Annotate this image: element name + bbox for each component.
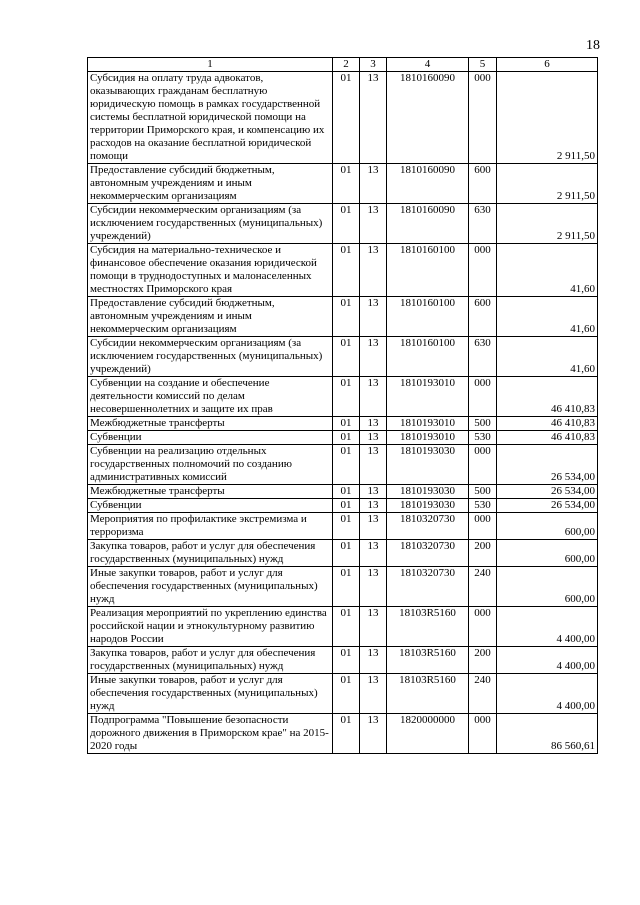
subsection-code-cell: 13 [360, 164, 387, 204]
item-name-cell: Субсидия на оплату труда адвокатов, оказывающих гражданам бесплатную юридическую помощь в рамках государственной системы бесплатной юридической помощи на территории Приморского края, и компенсацию их расходов на оказание бесплатной юридической помощи [88, 72, 333, 164]
expense-type-cell: 500 [469, 417, 497, 431]
section-code-cell: 01 [333, 647, 360, 674]
target-article-cell: 1810160090 [387, 164, 469, 204]
header-row [88, 58, 598, 72]
table-row [88, 297, 598, 337]
subsection-code-cell: 13 [360, 647, 387, 674]
amount-cell: 2 911,50 [497, 204, 598, 244]
item-name-cell: Субсидии некоммерческим организациям (за исключением государственных (муниципальных) учреждений) [88, 337, 333, 377]
target-article-cell: 1810193010 [387, 377, 469, 417]
target-article-cell: 1810193030 [387, 445, 469, 485]
section-code-cell: 01 [333, 513, 360, 540]
target-article-cell: 1810320730 [387, 567, 469, 607]
header-col-2: 2 [333, 58, 360, 72]
table-row [88, 647, 598, 674]
section-code-cell: 01 [333, 485, 360, 499]
table-row [88, 337, 598, 377]
section-code-cell: 01 [333, 445, 360, 485]
table-body [88, 72, 598, 754]
subsection-code-cell: 13 [360, 377, 387, 417]
target-article-cell: 18103R5160 [387, 607, 469, 647]
target-article-cell: 1810160090 [387, 204, 469, 244]
expense-type-cell: 530 [469, 431, 497, 445]
item-name-cell: Закупка товаров, работ и услуг для обеспечения государственных (муниципальных) нужд [88, 540, 333, 567]
section-code-cell: 01 [333, 540, 360, 567]
subsection-code-cell: 13 [360, 674, 387, 714]
expense-type-cell: 500 [469, 485, 497, 499]
item-name-cell: Субвенции на реализацию отдельных государственных полномочий по созданию административных комиссий [88, 445, 333, 485]
table-row [88, 72, 598, 164]
subsection-code-cell: 13 [360, 714, 387, 754]
expense-type-cell: 000 [469, 513, 497, 540]
section-code-cell: 01 [333, 164, 360, 204]
subsection-code-cell: 13 [360, 204, 387, 244]
target-article-cell: 1810160100 [387, 337, 469, 377]
table-row [88, 540, 598, 567]
item-name-cell: Закупка товаров, работ и услуг для обеспечения государственных (муниципальных) нужд [88, 647, 333, 674]
item-name-cell: Иные закупки товаров, работ и услуг для обеспечения государственных (муниципальных) нужд [88, 567, 333, 607]
table-row [88, 431, 598, 445]
target-article-cell: 18103R5160 [387, 647, 469, 674]
amount-cell: 86 560,61 [497, 714, 598, 754]
amount-cell: 4 400,00 [497, 647, 598, 674]
amount-cell: 2 911,50 [497, 72, 598, 164]
expense-type-cell: 000 [469, 244, 497, 297]
target-article-cell: 1810160100 [387, 244, 469, 297]
section-code-cell: 01 [333, 72, 360, 164]
amount-cell: 41,60 [497, 297, 598, 337]
subsection-code-cell: 13 [360, 244, 387, 297]
expense-type-cell: 530 [469, 499, 497, 513]
amount-cell: 46 410,83 [497, 377, 598, 417]
header-col-4: 4 [387, 58, 469, 72]
section-code-cell: 01 [333, 714, 360, 754]
amount-cell: 26 534,00 [497, 485, 598, 499]
section-code-cell: 01 [333, 607, 360, 647]
header-col-1: 1 [88, 58, 333, 72]
table-row [88, 567, 598, 607]
subsection-code-cell: 13 [360, 540, 387, 567]
target-article-cell: 1810193010 [387, 417, 469, 431]
subsection-code-cell: 13 [360, 337, 387, 377]
amount-cell: 41,60 [497, 244, 598, 297]
amount-cell: 46 410,83 [497, 431, 598, 445]
table-row [88, 377, 598, 417]
item-name-cell: Реализация мероприятий по укреплению единства российской нации и этнокультурному развитию народов России [88, 607, 333, 647]
subsection-code-cell: 13 [360, 513, 387, 540]
target-article-cell: 1810193030 [387, 499, 469, 513]
subsection-code-cell: 13 [360, 567, 387, 607]
expense-type-cell: 200 [469, 540, 497, 567]
table-row [88, 244, 598, 297]
page-number: 18 [586, 38, 600, 53]
budget-table [87, 57, 598, 754]
section-code-cell: 01 [333, 337, 360, 377]
table-row [88, 714, 598, 754]
amount-cell: 4 400,00 [497, 607, 598, 647]
expense-type-cell: 630 [469, 204, 497, 244]
subsection-code-cell: 13 [360, 431, 387, 445]
header-col-3: 3 [360, 58, 387, 72]
expense-type-cell: 200 [469, 647, 497, 674]
amount-cell: 46 410,83 [497, 417, 598, 431]
expense-type-cell: 000 [469, 607, 497, 647]
header-col-5: 5 [469, 58, 497, 72]
subsection-code-cell: 13 [360, 297, 387, 337]
expense-type-cell: 630 [469, 337, 497, 377]
item-name-cell: Субвенции на создание и обеспечение деятельности комиссий по делам несовершеннолетних и защите их прав [88, 377, 333, 417]
item-name-cell: Предоставление субсидий бюджетным, автономным учреждениям и иным некоммерческим организациям [88, 297, 333, 337]
section-code-cell: 01 [333, 499, 360, 513]
table-row [88, 445, 598, 485]
target-article-cell: 1820000000 [387, 714, 469, 754]
table-row [88, 164, 598, 204]
amount-cell: 26 534,00 [497, 445, 598, 485]
table-row [88, 499, 598, 513]
table-row [88, 485, 598, 499]
target-article-cell: 18103R5160 [387, 674, 469, 714]
subsection-code-cell: 13 [360, 72, 387, 164]
table-row [88, 607, 598, 647]
item-name-cell: Межбюджетные трансферты [88, 417, 333, 431]
expense-type-cell: 600 [469, 164, 497, 204]
section-code-cell: 01 [333, 674, 360, 714]
expense-type-cell: 000 [469, 445, 497, 485]
header-col-6: 6 [497, 58, 598, 72]
amount-cell: 600,00 [497, 567, 598, 607]
item-name-cell: Субвенции [88, 499, 333, 513]
item-name-cell: Межбюджетные трансферты [88, 485, 333, 499]
expense-type-cell: 240 [469, 674, 497, 714]
item-name-cell: Субсидия на материально-техническое и финансовое обеспечение оказания юридической помощи в труднодоступных и малонаселенных местностях Приморского края [88, 244, 333, 297]
expense-type-cell: 240 [469, 567, 497, 607]
item-name-cell: Мероприятия по профилактике экстремизма и терроризма [88, 513, 333, 540]
amount-cell: 600,00 [497, 540, 598, 567]
subsection-code-cell: 13 [360, 607, 387, 647]
expense-type-cell: 600 [469, 297, 497, 337]
target-article-cell: 1810193010 [387, 431, 469, 445]
section-code-cell: 01 [333, 297, 360, 337]
item-name-cell: Субсидии некоммерческим организациям (за исключением государственных (муниципальных) учреждений) [88, 204, 333, 244]
item-name-cell: Предоставление субсидий бюджетным, автономным учреждениям и иным некоммерческим организациям [88, 164, 333, 204]
section-code-cell: 01 [333, 377, 360, 417]
table-row [88, 204, 598, 244]
target-article-cell: 1810160100 [387, 297, 469, 337]
amount-cell: 26 534,00 [497, 499, 598, 513]
amount-cell: 41,60 [497, 337, 598, 377]
table-row [88, 513, 598, 540]
amount-cell: 4 400,00 [497, 674, 598, 714]
table-row [88, 417, 598, 431]
subsection-code-cell: 13 [360, 445, 387, 485]
section-code-cell: 01 [333, 567, 360, 607]
amount-cell: 2 911,50 [497, 164, 598, 204]
table-header [88, 58, 598, 72]
expense-type-cell: 000 [469, 377, 497, 417]
table-row [88, 674, 598, 714]
section-code-cell: 01 [333, 204, 360, 244]
section-code-cell: 01 [333, 431, 360, 445]
section-code-cell: 01 [333, 417, 360, 431]
amount-cell: 600,00 [497, 513, 598, 540]
item-name-cell: Субвенции [88, 431, 333, 445]
expense-type-cell: 000 [469, 714, 497, 754]
target-article-cell: 1810193030 [387, 485, 469, 499]
subsection-code-cell: 13 [360, 499, 387, 513]
item-name-cell: Иные закупки товаров, работ и услуг для обеспечения государственных (муниципальных) нужд [88, 674, 333, 714]
section-code-cell: 01 [333, 244, 360, 297]
target-article-cell: 1810320730 [387, 540, 469, 567]
expense-type-cell: 000 [469, 72, 497, 164]
subsection-code-cell: 13 [360, 485, 387, 499]
target-article-cell: 1810320730 [387, 513, 469, 540]
target-article-cell: 1810160090 [387, 72, 469, 164]
subsection-code-cell: 13 [360, 417, 387, 431]
item-name-cell: Подпрограмма "Повышение безопасности дорожного движения в Приморском крае" на 2015-2020 годы [88, 714, 333, 754]
